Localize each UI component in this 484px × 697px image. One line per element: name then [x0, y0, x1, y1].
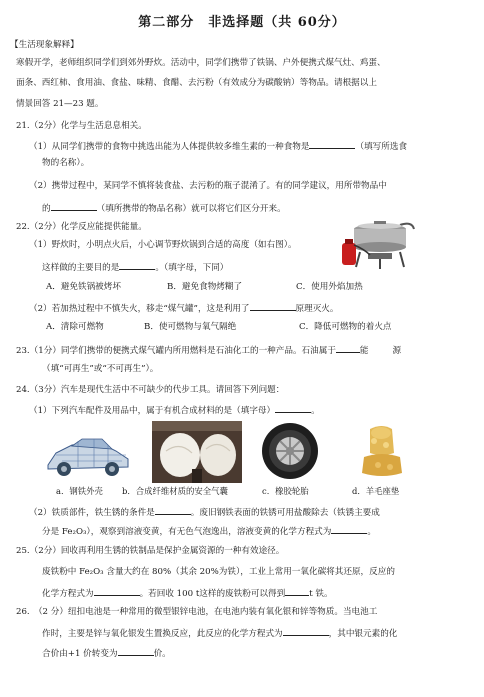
q26-text-d: 价。: [153, 649, 171, 659]
q21-part1-text-b: （填写所选食: [355, 142, 408, 152]
q24-stem: 24.（3分）汽车是现代生活中不可缺少的代步工具。请回答下列问题：: [16, 385, 285, 395]
q24-answer-2[interactable]: [155, 506, 191, 515]
q24-part2: [29, 506, 380, 519]
q24-part1-text: （1）下列汽车配件及用品中，属于有机合成材料的是（填字母）: [29, 406, 276, 416]
q26-line-3: [42, 647, 171, 660]
q21-answer-1[interactable]: [309, 140, 355, 149]
q21-part2-text-b: （填所携带的物品名称）就可以将它们区分开来。: [96, 204, 286, 214]
q25-text-c: t 铁。: [309, 589, 333, 599]
q25-text-a: 化学方程式为: [42, 589, 94, 599]
q26-text-c: 合价由+1 价转变为: [42, 649, 118, 659]
q25-stem: 25.（2分）回收再利用生锈的铁制品是保护金属资源的一种有效途径。: [16, 546, 285, 556]
q22-part2: [29, 302, 339, 315]
q22-part1-text-a: 这样做的主要目的是: [42, 263, 120, 273]
q26-line-2: [42, 627, 397, 640]
q22-part2-text-b: 原理灭火。: [295, 304, 339, 314]
q21-part2-text-a: 的: [42, 204, 51, 214]
q22-stem: 22.（2分）化学反应能提供能量。: [16, 222, 147, 232]
q21-answer-2[interactable]: [51, 202, 97, 211]
q24-part2-cont: 分是 Fe₂O₃），观察到溶液变黄，有无色气泡逸出，溶液变黄的化学方程式为 。: [42, 527, 376, 537]
q26-answer-1[interactable]: [283, 627, 329, 636]
q22-option-c2: C．降低可燃物的着火点: [299, 322, 392, 332]
intro-line-2: 面条、西红柿、食用油、食盐、味精、食醋、去污粉（有效成分为碳酸钠）等物品。请根据以上: [16, 78, 377, 88]
q22-option-a2: A．清除可燃物: [46, 322, 104, 332]
q21-part1-cont: 物的名称）。: [42, 158, 90, 168]
intro-line-1: 寒假开学，老师组织同学们到郊外野炊。活动中，同学们携带了铁锅、户外便携式煤气灶、鸡蛋、: [16, 58, 386, 68]
q22-option-a1: A．避免铁锅被烤坏: [46, 282, 121, 292]
q24-part2-text-a: （2）铁质部件，铁生锈的条件是: [29, 508, 155, 518]
q22-answer-2[interactable]: [250, 302, 296, 311]
q23-line-2: （填“可再生”或“不可再生”）。: [42, 364, 159, 374]
q22-part1: （1）野炊时，小明点火后，小心调节野炊锅到合适的高度（如右图）。: [29, 240, 297, 250]
q26-answer-2[interactable]: [118, 647, 154, 656]
q23-text-a: 23.（1分）同学们携带的便携式煤气罐内所用燃料是石油化工的一种产品。石油属于: [16, 346, 336, 356]
car-body-icon: [42, 425, 134, 483]
airbag-icon: [152, 421, 242, 483]
q24-part2-text-b: 。废旧钢铁表面的铁锈可用盐酸除去（铁锈主要成: [190, 508, 380, 518]
q23-line-1: [16, 344, 401, 357]
q21-part1: [29, 140, 407, 153]
caption-d: d．羊毛座垫: [352, 486, 400, 496]
q21-stem: 21.（2分）化学与生活息息相关。: [16, 121, 147, 131]
tire-icon: [260, 420, 320, 482]
q22-part1-cont: [42, 261, 228, 274]
q26-line-1: 26. （2 分）纽扣电池是一种常用的微型银锌电池，在电池内装有氧化银和锌等物质。当电池工: [16, 607, 378, 617]
q23-text-c: 源: [392, 346, 402, 356]
q24-part1: （1）下列汽车配件及用品中，属于有机合成材料的是（填字母） 。: [29, 406, 320, 416]
q26-text-a: 作时，主要是锌与氧化银发生置换反应，此反应的化学方程式为: [42, 629, 283, 639]
q21-part2: （2）携带过程中，某同学不慎将装食盐、去污粉的瓶子混淆了。有的同学建议，用所带物品中: [29, 181, 387, 191]
caption-c: c．橡胶轮胎: [262, 486, 309, 496]
q22-option-c1: C．使用外焰加热: [296, 282, 363, 292]
q22-option-b2: B．使可燃物与氧气隔绝: [144, 322, 237, 332]
q22-part1-text-b: 。（填字母，下同）: [155, 263, 229, 273]
q25-line-1: 废铁粉中 Fe₂O₃ 含量大约在 80%（其余 20%为铁），工业上常用一氧化碳将其还原，反应的: [42, 567, 395, 577]
q23-answer[interactable]: [336, 344, 360, 353]
q24-answer-3[interactable]: [331, 525, 367, 534]
camping-stove-icon: [338, 215, 416, 271]
page-title: 第二部分 非选择题（共 60分）: [138, 15, 346, 30]
q25-answer-1[interactable]: [94, 587, 140, 596]
q24-part2-text-c: 分是 Fe₂O₃），观察到溶液变黄，有无色气泡逸出，溶液变黄的化学方程式为: [42, 527, 332, 537]
q26-text-b: ，其中银元素的化: [328, 629, 398, 639]
q22-answer-1[interactable]: [119, 261, 155, 270]
wool-seat-icon: [350, 423, 414, 483]
caption-a: a．钢铁外壳: [56, 486, 103, 496]
section-header: 【生活现象解释】: [10, 40, 79, 50]
q22-option-b1: B．避免食物烤糊了: [167, 282, 243, 292]
q21-part2-cont: [42, 202, 286, 215]
q24-answer-1[interactable]: [275, 404, 311, 413]
q25-text-b: 。若回收 100 t这样的废铁粉可以得到: [139, 589, 286, 599]
q25-line-2: [42, 587, 333, 600]
q22-part2-text-a: （2）若加热过程中不慎失火，移走“煤气罐”，这是利用了: [29, 304, 250, 314]
caption-b: b．合成纤维材质的安全气囊: [122, 486, 228, 496]
q23-text-b: 能: [359, 346, 369, 356]
intro-line-3: 情景回答 21—23 题。: [16, 99, 104, 109]
q21-part1-text-a: （1）从同学们携带的食物中挑选出能为人体提供较多维生素的一种食物是: [29, 142, 310, 152]
q25-answer-2[interactable]: [285, 587, 309, 596]
